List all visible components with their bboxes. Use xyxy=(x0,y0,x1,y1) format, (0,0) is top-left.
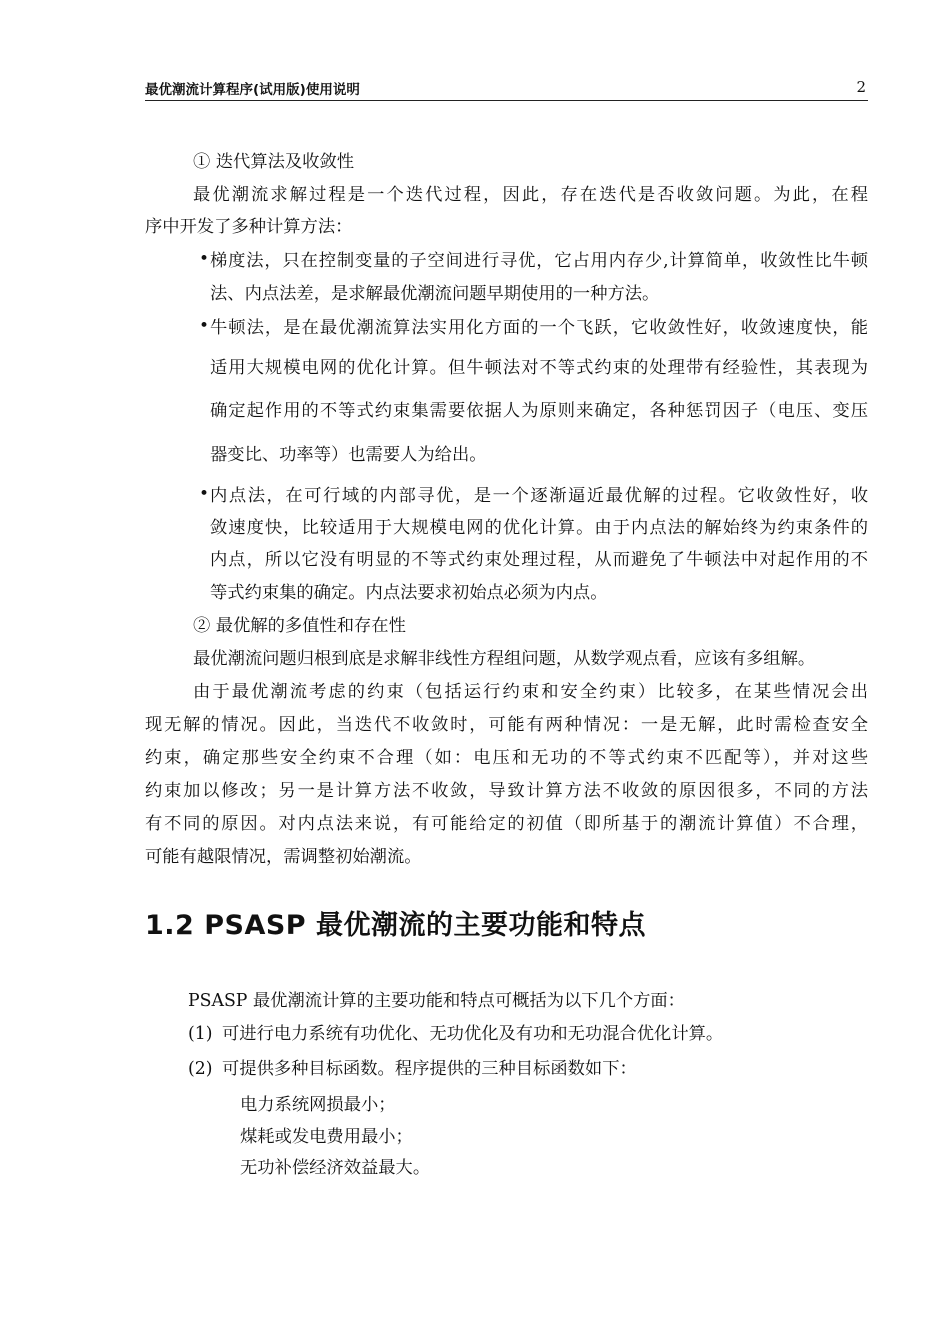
bullet-line: 确定起作用的不等式约束集需要依据人为原则来确定，各种惩罚因子（电压、变压 xyxy=(210,401,868,421)
header-title: 最优潮流计算程序(试用版)使用说明 xyxy=(145,82,360,98)
paragraph-line: 有不同的原因。对内点法来说，有可能给定的初值（即所基于的潮流计算值）不合理， xyxy=(145,814,868,834)
page-number: 2 xyxy=(856,78,866,96)
bullet-line: 牛顿法，是在最优潮流算法实用化方面的一个飞跃，它收敛性好，收敛速度快，能 xyxy=(210,318,868,338)
item-number: (2) xyxy=(188,1059,213,1079)
objective-item: 电力系统网损最小； xyxy=(240,1095,396,1115)
bullet-line: 内点法，在可行域的内部寻优，是一个逐渐逼近最优解的过程。它收敛性好，收 xyxy=(210,486,868,506)
item-text: 可提供多种目标函数。程序提供的三种目标函数如下： xyxy=(222,1059,637,1079)
section-heading: 1.2 PSASP 最优潮流的主要功能和特点 xyxy=(145,910,646,941)
bullet-dot: • xyxy=(199,484,210,504)
bullet-line: 敛速度快，比较适用于大规模电网的优化计算。由于内点法的解始终为约束条件的 xyxy=(210,518,868,538)
item-number: (1) xyxy=(188,1024,213,1044)
paragraph-line: 现无解的情况。因此，当迭代不收敛时，可能有两种情况：一是无解，此时需检查安全 xyxy=(145,715,868,735)
paragraph-line: 约束，确定那些安全约束不合理（如：电压和无功的不等式约束不匹配等），并对这些 xyxy=(145,748,868,768)
objective-item: 煤耗或发电费用最小； xyxy=(240,1127,413,1147)
page-header xyxy=(145,78,868,101)
bullet-dot: • xyxy=(199,316,210,336)
bullet-line: 法、内点法差，是求解最优潮流问题早期使用的一种方法。 xyxy=(210,284,660,304)
paragraph-line: 约束加以修改；另一是计算方法不收敛，导致计算方法不收敛的原因很多，不同的方法 xyxy=(145,781,868,801)
subsection-title-2: ② 最优解的多值性和存在性 xyxy=(193,616,406,636)
bullet-dot: • xyxy=(199,249,210,269)
bullet-line: 适用大规模电网的优化计算。但牛顿法对不等式约束的处理带有经验性，其表现为 xyxy=(210,358,868,378)
objective-item: 无功补偿经济效益最大。 xyxy=(240,1158,431,1178)
subsection-title-1: ① 迭代算法及收敛性 xyxy=(193,152,355,172)
bullet-line: 等式约束集的确定。内点法要求初始点必须为内点。 xyxy=(210,583,608,603)
bullet-line: 内点，所以它没有明显的不等式约束处理过程，从而避免了牛顿法中对起作用的不 xyxy=(210,550,868,570)
bullet-line: 器变比、功率等）也需要人为给出。 xyxy=(210,445,487,465)
paragraph-line: 由于最优潮流考虑的约束（包括运行约束和安全约束）比较多，在某些情况会出 xyxy=(193,682,868,702)
paragraph-line: 最优潮流求解过程是一个迭代过程，因此，存在迭代是否收敛问题。为此，在程 xyxy=(193,185,868,205)
intro-line: PSASP 最优潮流计算的主要功能和特点可概括为以下几个方面： xyxy=(188,991,685,1011)
item-text: 可进行电力系统有功优化、无功优化及有功和无功混合优化计算。 xyxy=(222,1024,724,1044)
paragraph-line: 序中开发了多种计算方法： xyxy=(145,217,353,237)
paragraph-line: 可能有越限情况，需调整初始潮流。 xyxy=(145,847,422,867)
paragraph-line: 最优潮流问题归根到底是求解非线性方程组问题，从数学观点看，应该有多组解。 xyxy=(193,649,816,669)
bullet-line: 梯度法，只在控制变量的子空间进行寻优，它占用内存少,计算简单，收敛性比牛顿 xyxy=(210,251,868,271)
